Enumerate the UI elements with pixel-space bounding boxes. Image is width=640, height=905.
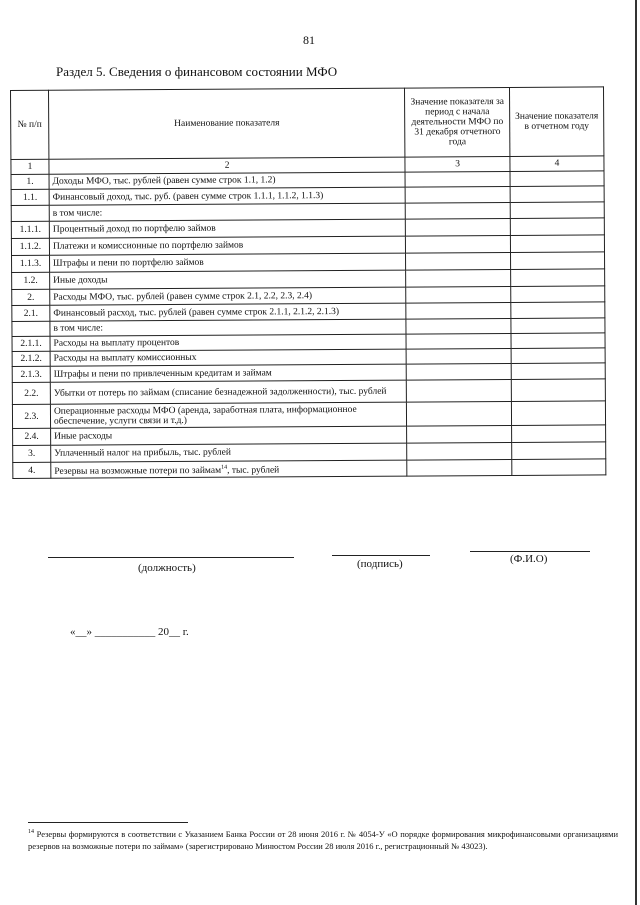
row-name xyxy=(49,219,405,238)
value-period-cell[interactable] xyxy=(405,186,510,203)
row-name-text: Иные расходы xyxy=(54,431,113,442)
value-period-cell[interactable] xyxy=(407,442,512,460)
row-num: 1.1.2. xyxy=(11,238,49,255)
value-year-cell[interactable] xyxy=(510,235,604,253)
row-name xyxy=(50,402,406,428)
row-num xyxy=(12,321,50,336)
row-name-text: Убытки от потерь по займам (списание безнадежной задолженности), тыс. рублей xyxy=(53,386,387,399)
row-num: 1.1. xyxy=(11,189,49,205)
row-name-suffix: , тыс. рублей xyxy=(227,465,280,476)
footnote-ref: 14 xyxy=(221,464,228,471)
section-title: Раздел 5. Сведения о финансовом состоянии МФО xyxy=(56,64,338,79)
col-number: 2 xyxy=(49,157,405,174)
value-period-cell[interactable] xyxy=(407,459,512,476)
name-label: (Ф.И.О) xyxy=(510,553,548,565)
footnote xyxy=(28,826,618,852)
value-period-cell[interactable] xyxy=(406,379,511,402)
value-year-cell[interactable] xyxy=(512,401,606,426)
row-num: 2.1.3. xyxy=(12,366,50,382)
value-year-cell[interactable] xyxy=(511,302,605,319)
financial-table xyxy=(10,86,606,479)
value-year-cell[interactable] xyxy=(511,348,605,364)
row-name xyxy=(50,380,406,404)
row-num: 1.2. xyxy=(12,272,50,289)
position-label: (должность) xyxy=(138,562,196,574)
row-num: 2.1.2. xyxy=(12,351,50,366)
row-num: 2.2. xyxy=(12,382,50,404)
value-year-cell[interactable] xyxy=(512,459,606,476)
value-period-cell[interactable] xyxy=(406,269,511,287)
value-year-cell[interactable] xyxy=(510,171,604,187)
row-num: 1.1.3. xyxy=(12,255,50,272)
scan-edge xyxy=(635,0,637,905)
value-year-cell[interactable] xyxy=(511,333,605,349)
name-line xyxy=(470,551,590,552)
value-period-cell[interactable] xyxy=(406,286,511,303)
row-name-text: Расходы на выплату комиссионных xyxy=(53,352,197,364)
row-name-text: Иные доходы xyxy=(53,275,108,286)
row-num: 4. xyxy=(13,462,51,478)
position-line xyxy=(48,557,294,558)
row-name-text: Финансовый доход, тыс. руб. (равен сумме строк 1.1.1, 1.1.2, 1.1.3) xyxy=(52,190,324,203)
row-num: 1. xyxy=(11,174,49,189)
header-period: Значение показателя за период с начала деятельности МФО по 31 декабря отчетного года xyxy=(405,87,510,157)
row-name xyxy=(51,443,407,462)
value-year-cell[interactable] xyxy=(511,252,605,270)
col-number: 3 xyxy=(405,156,510,172)
row-num: 2.4. xyxy=(13,428,51,445)
col-number: 1 xyxy=(11,159,49,174)
value-year-cell[interactable] xyxy=(511,269,605,287)
row-name xyxy=(51,460,407,478)
value-year-cell[interactable] xyxy=(511,318,605,334)
row-num: 2. xyxy=(12,289,50,305)
row-num: 2.1.1. xyxy=(12,336,50,351)
row-name-text: Уплаченный налог на прибыль, тыс. рублей xyxy=(54,447,231,459)
row-name-text: Резервы на возможные потери по займам xyxy=(54,465,222,477)
value-period-cell[interactable] xyxy=(406,302,511,319)
value-year-cell[interactable] xyxy=(510,218,604,236)
value-year-cell[interactable] xyxy=(510,202,604,219)
value-period-cell[interactable] xyxy=(406,235,511,253)
table-row xyxy=(12,401,605,429)
row-name-text: Расходы МФО, тыс. рублей (равен сумме строк 2.1, 2.2, 2.3, 2.4) xyxy=(53,290,313,303)
footnote-mark: 14 xyxy=(28,829,34,835)
row-num: 1.1.1. xyxy=(11,221,49,238)
value-year-cell[interactable] xyxy=(512,442,606,460)
row-name-text: в том числе: xyxy=(53,323,103,334)
row-name xyxy=(49,253,405,272)
value-period-cell[interactable] xyxy=(406,348,511,364)
row-name-text: в том числе: xyxy=(52,207,103,219)
value-period-cell[interactable] xyxy=(406,363,511,380)
value-period-cell[interactable] xyxy=(406,218,511,236)
header-row xyxy=(11,87,604,160)
footnote-separator xyxy=(28,822,188,823)
page-number: 81 xyxy=(303,33,315,47)
value-year-cell[interactable] xyxy=(512,425,606,443)
row-name-text: Штрафы и пени по привлеченным кредитам и займам xyxy=(53,367,272,380)
row-name xyxy=(49,236,405,255)
footnote-text: Резервы формируются в соответствии с Указанием Банка России от 28 июня 2016 г. № 4054-У «О порядке формирования микрофинансовыми организациями резервов на возможные потери по займам» (зарегистрировано Минюстом России 28 июля 2016 г., регистрационный № 43023). xyxy=(28,828,618,851)
value-period-cell[interactable] xyxy=(405,202,510,219)
row-num: 2.1. xyxy=(12,305,50,321)
table-row xyxy=(13,459,606,479)
row-name-text: Процентный доход по портфелю займов xyxy=(52,223,216,235)
value-year-cell[interactable] xyxy=(511,286,605,303)
row-name-text: Операционные расходы МФО (аренда, заработная плата, информационное обеспечение, услуги связи и т.д.) xyxy=(53,404,357,427)
row-name-text: Штрафы и пени по портфелю займов xyxy=(53,257,204,269)
row-name xyxy=(50,270,406,289)
header-name: Наименование показателя xyxy=(48,88,405,159)
value-period-cell[interactable] xyxy=(406,318,511,334)
col-number: 4 xyxy=(510,156,604,172)
value-period-cell[interactable] xyxy=(405,171,510,187)
row-name-text: Платежи и комиссионные по портфелю займов xyxy=(52,240,244,252)
row-num: 3. xyxy=(13,445,51,462)
value-year-cell[interactable] xyxy=(511,379,605,402)
value-period-cell[interactable] xyxy=(406,333,511,349)
date-line: «__» ___________ 20__ г. xyxy=(70,626,189,638)
sign-label: (подпись) xyxy=(357,558,403,570)
row-name-text: Расходы на выплату процентов xyxy=(53,337,180,349)
row-num: 2.3. xyxy=(12,404,50,428)
header-num: № п/п xyxy=(11,90,49,159)
row-name xyxy=(51,426,407,445)
value-year-cell[interactable] xyxy=(511,363,605,380)
value-year-cell[interactable] xyxy=(510,186,604,203)
row-name-text: Финансовый расход, тыс. рублей (равен сумме строк 2.1.1, 2.1.2, 2.1.3) xyxy=(53,306,340,319)
row-name-text: Доходы МФО, тыс. рублей (равен сумме строк 1.1, 1.2) xyxy=(52,175,276,187)
header-year: Значение показателя в отчетном году xyxy=(510,87,604,157)
value-period-cell[interactable] xyxy=(406,252,511,270)
row-num xyxy=(11,205,49,221)
value-period-cell[interactable] xyxy=(407,425,512,443)
sign-line xyxy=(332,555,430,556)
value-period-cell[interactable] xyxy=(407,401,512,426)
